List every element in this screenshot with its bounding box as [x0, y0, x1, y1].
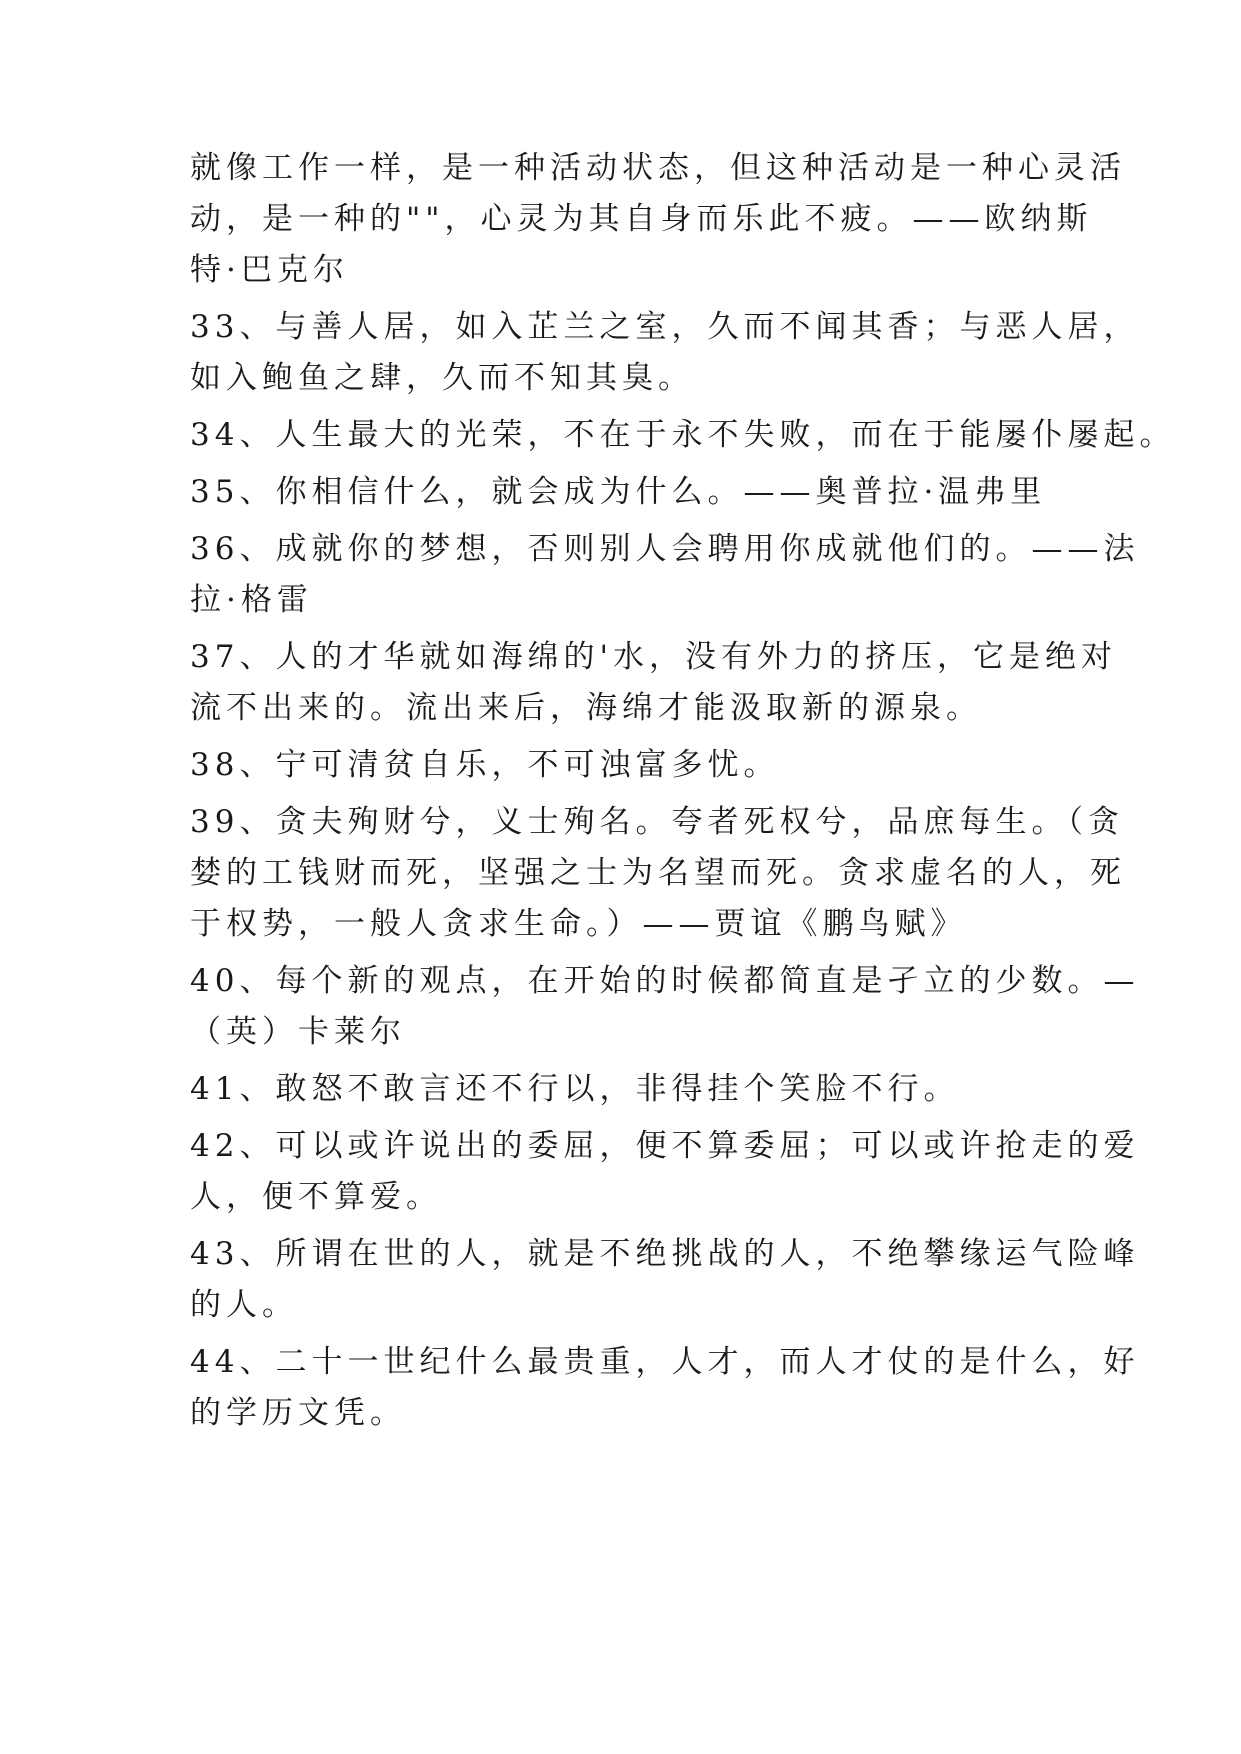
text-line: 37、人的才华就如海绵的'水，没有外力的挤压，它是绝对	[190, 639, 1117, 675]
text-line: 39、贪夫殉财兮，义士殉名。夸者死权兮，品庶每生。（贪	[190, 804, 1124, 840]
text-line: 41、敢怒不敢言还不行以，非得挂个笑脸不行。	[190, 1071, 960, 1107]
text-line: 33、与善人居，如入芷兰之室，久而不闻其香；与恶人居，	[190, 309, 1140, 345]
text-line: （英）卡莱尔	[190, 1014, 406, 1050]
text-line: 35、你相信什么，就会成为什么。——奥普拉·温弗里	[190, 474, 1047, 510]
text-line: 动，是一种的""，心灵为其自身而乐此不疲。——欧纳斯	[190, 201, 1093, 237]
text-line: 拉·格雷	[190, 582, 313, 618]
text-line: 36、成就你的梦想，否则别人会聘用你成就他们的。——法	[190, 531, 1140, 567]
text-line: 的学历文凭。	[190, 1395, 406, 1431]
text-line: 人，便不算爱。	[190, 1179, 442, 1215]
text-line: 特·巴克尔	[190, 252, 349, 288]
text-line: 婪的工钱财而死，坚强之士为名望而死。贪求虚名的人，死	[190, 855, 1126, 891]
text-line: 于权势，一般人贪求生命。）——贾谊《鹏鸟赋》	[190, 906, 967, 942]
text-line: 流不出来的。流出来后，海绵才能汲取新的源泉。	[190, 690, 982, 726]
text-line: 34、人生最大的光荣，不在于永不失败，而在于能屡仆屡起。	[190, 417, 1176, 453]
text-line: 如入鲍鱼之肆，久而不知其臭。	[190, 360, 694, 396]
text-line: 38、宁可清贫自乐，不可浊富多忧。	[190, 747, 780, 783]
text-line: 的人。	[190, 1287, 298, 1323]
text-line: 43、所谓在世的人，就是不绝挑战的人，不绝攀缘运气险峰	[190, 1236, 1140, 1272]
text-line: 就像工作一样，是一种活动状态，但这种活动是一种心灵活	[190, 150, 1126, 186]
text-line: 42、可以或许说出的委屈，便不算委屈；可以或许抢走的爱	[190, 1128, 1140, 1164]
text-line: 40、每个新的观点，在开始的时候都简直是孑立的少数。—	[190, 963, 1140, 999]
text-line: 44、二十一世纪什么最贵重，人才，而人才仗的是什么，好	[190, 1344, 1140, 1380]
